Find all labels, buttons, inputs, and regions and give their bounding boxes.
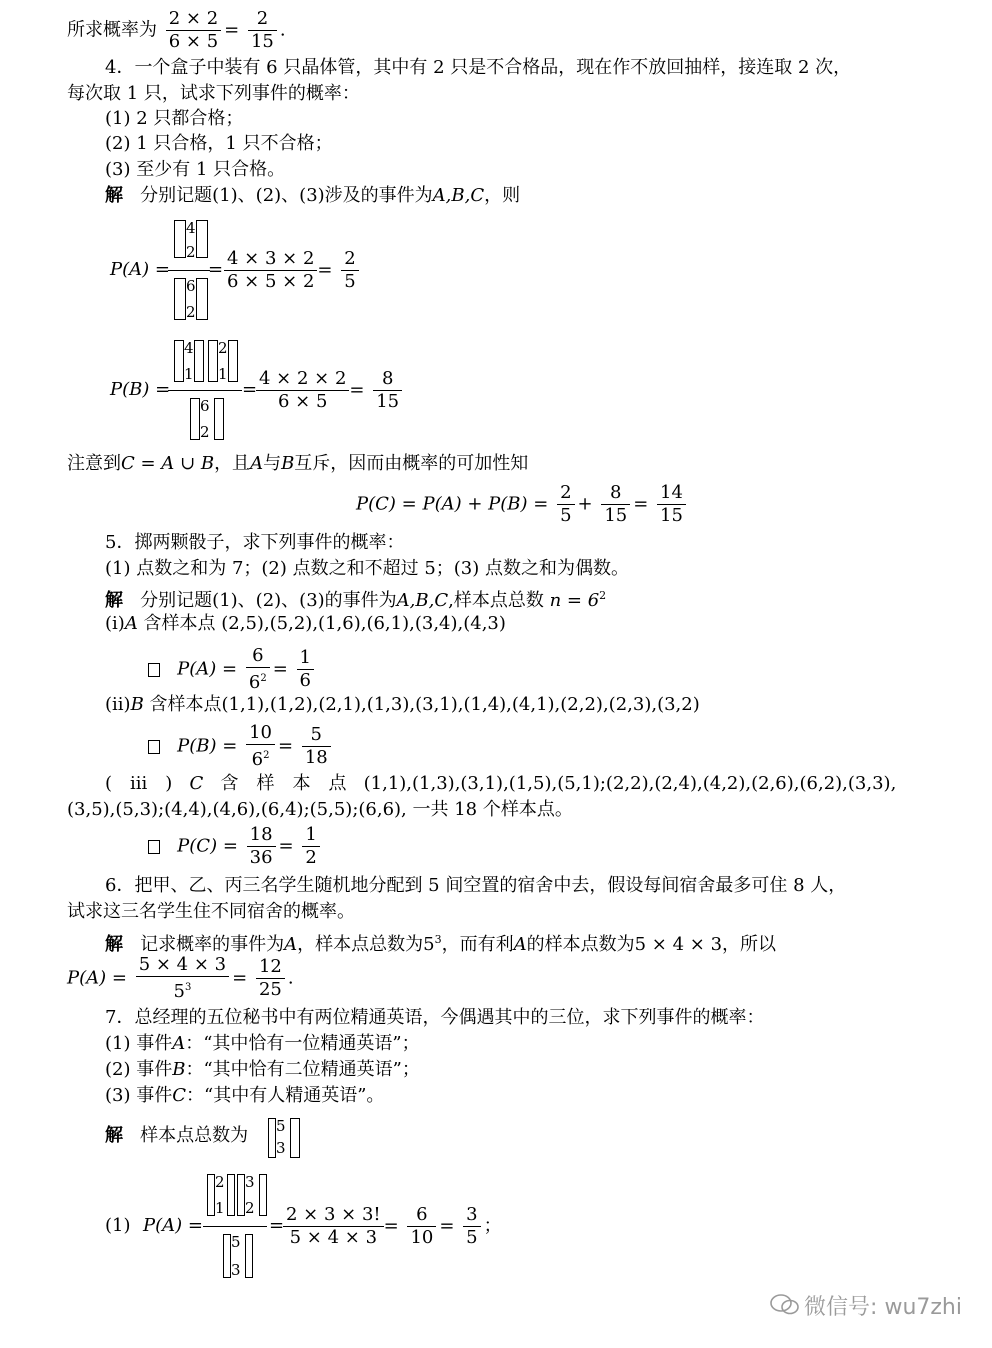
binomial-product: 4 1 2 1	[172, 336, 246, 388]
wechat-icon	[770, 1294, 800, 1322]
binomial: 6 2	[188, 394, 218, 446]
s5-intro: 解 分别记题(1)、(2)、(3)的事件为A,B,C,样本点总数 $n = 6^2$	[105, 589, 607, 611]
s4-pb-formula: P(B) = 4 1 2 1 6 2 = $\frac{4 \times 2 \times 2}{6 \times 5}$ = $\frac{8}{15}$	[108, 336, 388, 446]
s5-ii-line: (ⅱ)B 含样本点(1,1),(1,2),(2,1),(1,3),(3,1),(1,4),(4,1),(2,2),(2,3),(3,2)	[105, 694, 700, 715]
q7-item1: (1) 事件A：“其中恰有一位精通英语”；	[105, 1033, 420, 1054]
q5-line1: 5．掷两颗骰子，求下列事件的概率：	[105, 532, 405, 553]
q4-item3: (3) 至少有 1 只合格。	[105, 159, 286, 180]
s5-i-formula: P(A) = $\frac{6}{6^2}$ = $\frac{1}{6}$	[148, 645, 317, 694]
s5-ii-formula: P(B) = $\frac{10}{6^2}$ = $\frac{5}{18}$	[148, 722, 334, 771]
s4-note: 注意到C = A ∪ B，且A与B互斥，因而由概率的可加性知	[67, 453, 529, 474]
q4-line2: 每次取 1 只，试求下列事件的概率：	[67, 83, 360, 104]
intro-text: 所求概率为	[67, 19, 157, 41]
intro-line: 所求概率为 $\frac{2 \times 2}{6 \times 5}$ = $\frac{2}{15}$ .	[67, 8, 286, 52]
q4-line1: 4．一个盒子中装有 6 只晶体管，其中有 2 只是不合格品，现在作不放回抽样，接连取 2 次，	[105, 57, 852, 78]
binomial: 5 3	[221, 1230, 255, 1284]
fraction: $\frac{2 \times 2}{6 \times 5}$	[166, 8, 221, 53]
q7-line1: 7．总经理的五位秘书中有两位精通英语，今偶遇其中的三位，求下列事件的概率：	[105, 1007, 765, 1028]
binomial: 4 2	[172, 216, 202, 268]
s4-pc-formula: P(C) = P(A) + P(B) = $\frac{2}{5}$ + $\frac{8}{15}$ = $\frac{14}{15}$	[356, 482, 689, 527]
s7-intro: 解 样本点总数为	[105, 1125, 249, 1146]
fraction: $\frac{2}{15}$	[248, 8, 277, 53]
q6-line1: 6．把甲、乙、丙三名学生随机地分配到 5 间空置的宿舍中去，假设每间宿舍最多可住 8 人，	[105, 875, 847, 896]
s4-intro: 解 分别记题(1)、(2)、(3)涉及的事件为A,B,C，则	[105, 185, 521, 206]
s7-p1-formula: (1) P(A) = 2 1 3 2 5 3 = $\frac{2 \times 3 \times 3!}{5 \times 4 \times 3}$ = $\frac{6}{10}$ = $\frac{3}{5}$ ；	[105, 1170, 465, 1286]
s5-iii-formula: P(C) = $\frac{18}{36}$ = $\frac{1}{2}$	[148, 824, 323, 869]
binomial-product: 2 1 3 2	[205, 1170, 271, 1222]
watermark: 微信号: wu7zhi	[770, 1290, 962, 1322]
binomial: 5 3	[268, 1114, 308, 1164]
s4-pa-formula: P(A) = 4 2 6 2 = $\frac{4 \times 3 \times 2}{6 \times 5 \times 2}$ = $\frac{2}{5}$	[108, 216, 348, 326]
s5-iii-line2: (3,5),(5,3);(4,4),(4,6),(6,4);(5,5);(6,6), 一共 18 个样本点。	[67, 799, 573, 820]
q7-item2: (2) 事件B：“其中恰有二位精通英语”；	[105, 1059, 420, 1080]
s5-i-line: (ⅰ)A 含样本点 (2,5),(5,2),(1,6),(6,1),(3,4),(4,3)	[105, 613, 506, 634]
s5-iii-line: ( ⅲ ) C 含 样 本 点 (1,1),(1,3),(3,1),(1,5),(5,1);(2,2),(2,4),(4,2),(2,6),(6,2),(3,3),	[105, 773, 897, 794]
q5-line2: (1) 点数之和为 7；(2) 点数之和不超过 5；(3) 点数之和为偶数。	[105, 558, 630, 579]
q7-item3: (3) 事件C：“其中有人精通英语”。	[105, 1085, 385, 1106]
s6-formula: P(A) = $\frac{5 \times 4 \times 3}{5^3}$ = $\frac{12}{25}$ .	[67, 954, 294, 1002]
q4-item2: (2) 1 只合格，1 只不合格；	[105, 133, 333, 154]
q6-line2: 试求这三名学生住不同宿舍的概率。	[67, 901, 355, 922]
s6-line: 解 记求概率的事件为A，样本点总数为$5^3$，而有利A的样本点数为5 × 4 × 3，所以	[105, 933, 777, 955]
binomial: 6 2	[172, 274, 202, 326]
q4-item1: (1) 2 只都合格；	[105, 108, 244, 129]
